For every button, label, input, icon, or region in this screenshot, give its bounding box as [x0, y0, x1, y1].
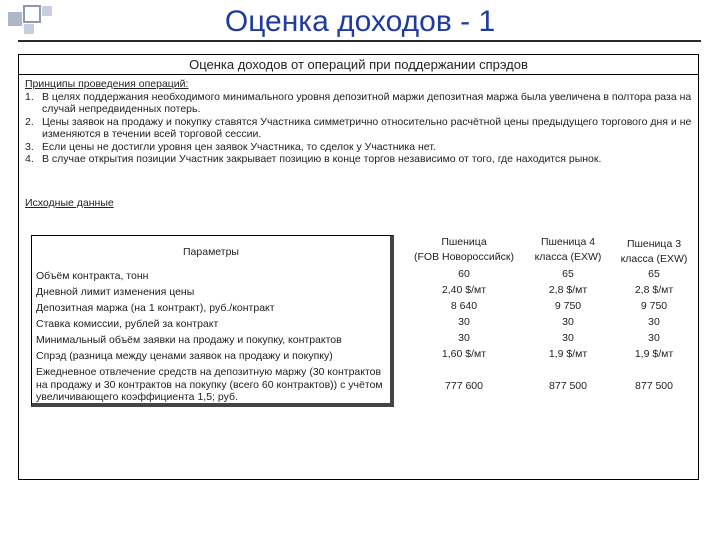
principle-item	[25, 141, 693, 154]
principle-text: В целях поддержания необходимого минимального уровня депозитной маржи депозитная маржа была увеличена в полтора раза на случай непредвиденных потерь.	[42, 90, 692, 115]
column-wheat-3	[612, 235, 696, 409]
principle-text: Цены заявок на продажу и покупку ставятся Участника симметрично относительно расчётной цены предыдущего торгового дня и не изменяются в течении всей торговой сессии.	[42, 115, 692, 140]
parameter-label: Депозитная маржа (на 1 контракт), руб./контракт	[36, 302, 275, 314]
principle-item	[25, 153, 693, 166]
value-cell: 1,9 $/мт	[634, 348, 674, 360]
parameter-label: Спрэд (разница между ценами заявок на продажу и покупку)	[36, 350, 333, 362]
principle-text: В случае открытия позиции Участник закрывает позицию в конце торгов независимо от того, где находится рынок.	[42, 153, 602, 165]
value-cell: 9 750	[640, 300, 668, 312]
value-cell: 1,9 $/мт	[548, 348, 588, 360]
parameters-list	[36, 269, 391, 404]
value-cell: 65	[648, 268, 660, 280]
parameters-header: Параметры	[183, 246, 239, 258]
value-cell: 30	[648, 316, 660, 328]
principle-item	[25, 116, 693, 141]
column-header-line: Пшеница 3	[626, 238, 682, 250]
value-cell: 30	[562, 316, 574, 328]
principle-number: 4.	[25, 153, 34, 165]
column-wheat-fob	[404, 235, 524, 409]
value-cell: 877 500	[549, 380, 587, 392]
value-cell: 30	[458, 316, 470, 328]
principle-item	[25, 91, 693, 116]
column-header	[525, 235, 611, 267]
content-frame	[18, 54, 699, 480]
value-cell: 9 750	[554, 300, 582, 312]
parameter-label: Минимальный объём заявки на продажу и покупку, контрактов	[36, 334, 342, 346]
value-cell: 2,8 $/мт	[634, 284, 674, 296]
principles-heading: Принципы проведения операций:	[25, 78, 189, 90]
slide-title: Оценка доходов - 1	[224, 5, 496, 38]
value-cell: 2,8 $/мт	[548, 284, 588, 296]
title-divider	[18, 40, 701, 42]
column-header	[612, 235, 696, 267]
column-header	[404, 235, 524, 267]
principle-text: Если цены не достигли уровня цен заявок Участника, то сделок у Участника нет.	[42, 140, 436, 153]
value-cell: 60	[458, 268, 470, 280]
value-cell: 8 640	[450, 300, 478, 312]
value-cell: 877 500	[635, 380, 673, 392]
value-cell: 65	[562, 268, 574, 280]
principle-number: 1.	[25, 90, 34, 103]
value-cell: 30	[562, 332, 574, 344]
value-cell: 1,60 $/мт	[441, 348, 487, 360]
parameter-label: Объём контракта, тонн	[36, 270, 149, 282]
value-cell: 2,40 $/мт	[441, 284, 487, 296]
principle-number: 3.	[25, 140, 34, 153]
principle-number: 2.	[25, 115, 34, 128]
principles-section	[25, 78, 693, 166]
parameter-label: Ставка комиссии, рублей за контракт	[36, 318, 219, 330]
value-cell: 30	[648, 332, 660, 344]
column-wheat-4	[525, 235, 611, 409]
value-cell: 777 600	[445, 380, 483, 392]
parameters-box	[31, 235, 394, 407]
frame-header: Оценка доходов от операций при поддержании спрэдов	[19, 55, 698, 75]
source-data-label: Исходные данные	[25, 197, 114, 209]
column-header-line: класса (EXW)	[620, 253, 688, 265]
column-header-line: Пшеница	[441, 236, 487, 248]
column-header-line: (FOB Новороссийск)	[414, 251, 514, 263]
column-header-line: класса (EXW)	[534, 251, 602, 263]
parameter-label: Ежедневное отвлечение средств на депозитную маржу (30 контрактов на продажу и 30 контрактов на покупку (всего 60 контрактов)) с учётом увеличивающего коэффициента 1,5; руб.	[36, 366, 383, 403]
principles-list	[25, 91, 693, 166]
column-header-line: Пшеница 4	[540, 236, 596, 248]
value-cell: 30	[458, 332, 470, 344]
parameter-label: Дневной лимит изменения цены	[36, 286, 195, 298]
